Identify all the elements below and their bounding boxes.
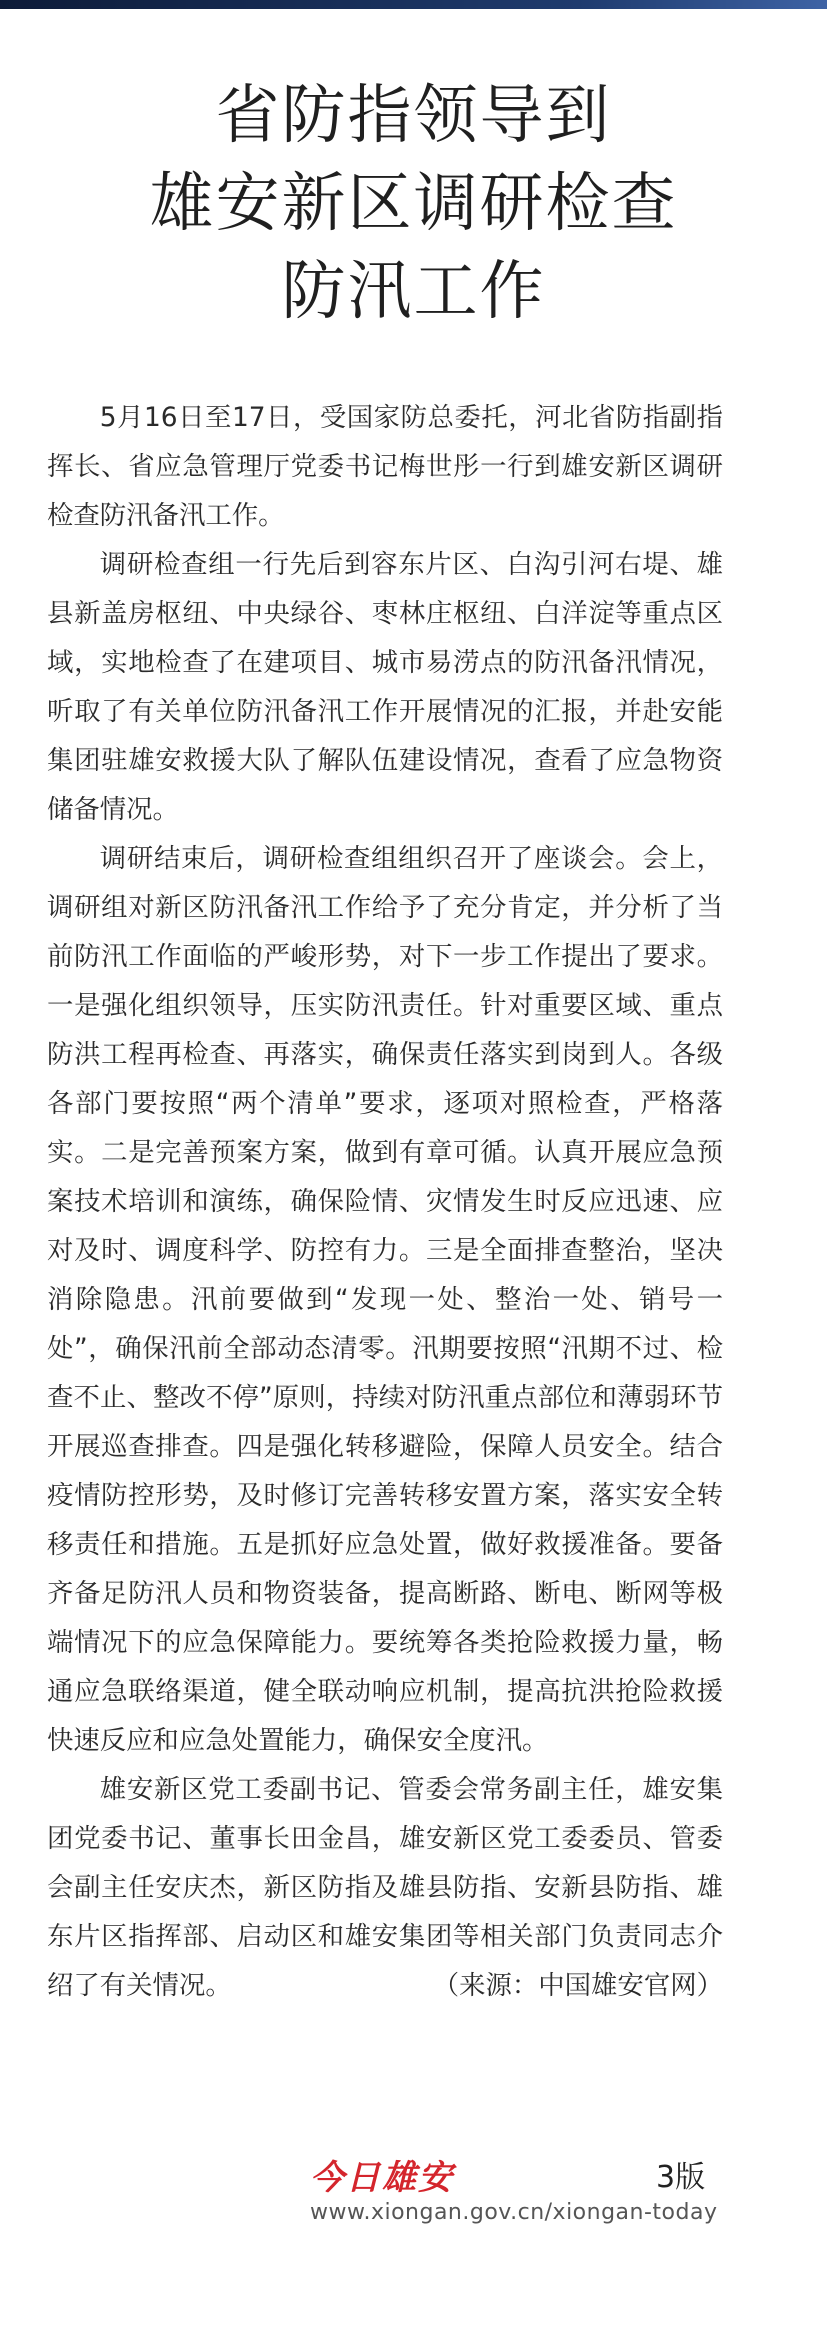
paragraph-4-text: 雄安新区党工委副书记、管委会常务副主任，雄安集团党委书记、董事长田金昌，雄安新区党工委委员、管委会副主任安庆杰，新区防指及雄县防指、安新县防指、雄东片区指挥部、启动区和雄安集团等相关部门负责同志介绍了有关情况。 <box>47 1774 723 2001</box>
paragraph-4 <box>47 1765 723 2010</box>
page-number: 3版 <box>656 2160 706 2195</box>
title-line-3: 防汛工作 <box>281 255 546 329</box>
title-line-2: 雄安新区调研检查 <box>149 167 678 241</box>
article-body <box>47 393 723 2010</box>
paragraph-1: 5月16日至17日，受国家防总委托，河北省防指副指挥长、省应急管理厅党委书记梅世彤一行到雄安新区调研检查防汛备汛工作。 <box>47 402 723 531</box>
top-accent-bar <box>0 0 827 9</box>
source-note: （来源：中国雄安官网） <box>432 1970 723 2001</box>
footer-url: www.xiongan.gov.cn/xiongan-today <box>310 2200 718 2225</box>
paragraph-3: 调研结束后，调研检查组组织召开了座谈会。会上，调研组对新区防汛备汛工作给予了充分肯定，并分析了当前防汛工作面临的严峻形势，对下一步工作提出了要求。一是强化组织领导，压实防汛责任。针对重要区域、重点防洪工程再检查、再落实，确保责任落实到岗到人。各级各部门要按照“两个清单”要求，逐项对照检查，严格落实。二是完善预案方案，做到有章可循。认真开展应急预案技术培训和演练，确保险情、灾情发生时反应迅速、应对及时、调度科学、防控有力。三是全面排查整治，坚决消除隐患。汛前要做到“发现一处、整治一处、销号一处”，确保汛前全部动态清零。汛期要按照“汛期不过、检查不止、整改不停”原则，持续对防汛重点部位和薄弱环节开展巡查排查。四是强化转移避险，保障人员安全。结合疫情防控形势，及时修订完善转移安置方案，落实安全转移责任和措施。五是抓好应急处置，做好救援准备。要备齐备足防汛人员和物资装备，提高断路、断电、断网等极端情况下的应急保障能力。要统筹各类抢险救援力量，畅通应急联络渠道，健全联动响应机制，提高抗洪抢险救援快速反应和应急处置能力，确保安全度汛。 <box>47 843 723 1756</box>
paragraph-2: 调研检查组一行先后到容东片区、白沟引河右堤、雄县新盖房枢纽、中央绿谷、枣林庄枢纽、白洋淀等重点区域，实地检查了在建项目、城市易涝点的防汛备汛情况，听取了有关单位防汛备汛工作开展情况的汇报，并赴安能集团驻雄安救援大队了解队伍建设情况，查看了应急物资储备情况。 <box>47 549 723 825</box>
article-title <box>40 72 787 336</box>
publication-logo: 今日雄安 <box>310 2158 454 2198</box>
title-line-1: 省防指领导到 <box>215 79 612 153</box>
